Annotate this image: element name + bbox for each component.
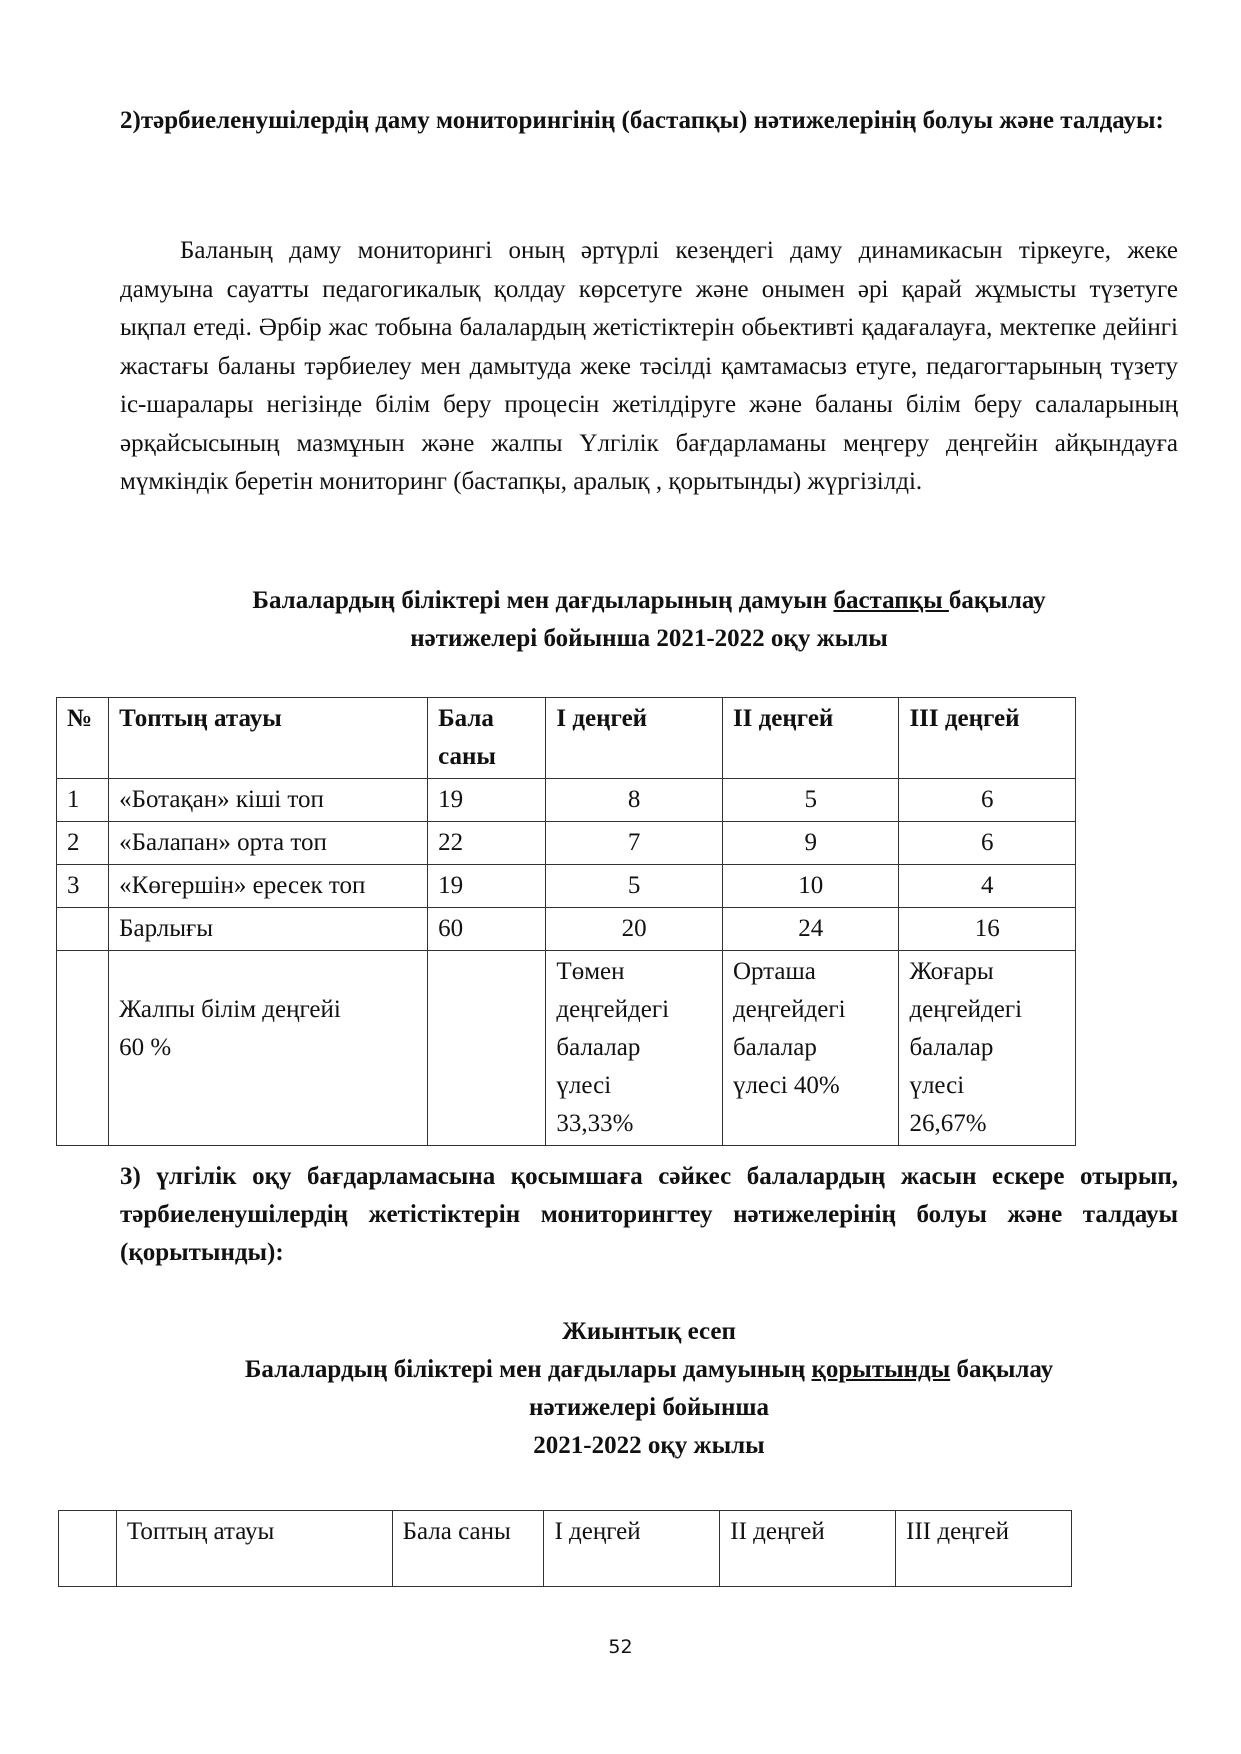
row-level1: 5: [546, 865, 723, 908]
summary-label: [109, 951, 428, 1146]
table2-title-part1: Балалардың біліктері мен дағдылары дамуының: [244, 1356, 812, 1383]
table1-header-count: [428, 698, 546, 779]
total-level3: 16: [899, 908, 1076, 951]
section-3-heading: 3) үлгілік оқу бағдарламасына қосымшаға сәйкес балалардың жасын ескере отырып, тәрбиеленушілердің жетістіктерін мониторингтеу нәтижелерінің болуы және талдауы (қорытынды):: [120, 1163, 1178, 1266]
summary-low: [546, 951, 723, 1146]
summary-mid-line: үлесі 40%: [732, 1072, 840, 1099]
row-count: 22: [428, 822, 546, 865]
summary-label-line2: 60 %: [119, 1034, 172, 1061]
row-group-name: «Ботақан» кіші топ: [109, 779, 428, 822]
summary-low-line: деңгейдегі: [556, 996, 670, 1023]
summary-low-line: үлесі: [556, 1072, 612, 1099]
summary-high-line: 26,67%: [909, 1110, 987, 1137]
summary-low-line: Төмен: [556, 958, 625, 985]
table2-header-no: [59, 1511, 117, 1587]
row-level1: 7: [546, 822, 723, 865]
intro-paragraph: Баланың даму мониторингі оның әртүрлі кезеңдегі даму динамикасын тіркеуге, жеке дамуына сауатты педагогикалық қолдау көрсетуге және онымен әрі қарай жұмысты түзетуге ықпал етеді. Әрбір жас тобына балалардың жетістіктерін обьективті қадағалауға, мектепке дейінгі жастағы баланы тәрбиелеу мен дамытуда жеке тәсілді қамтамасыз етуге, педагогтарының түзету іс-шаралары негізінде білім беру процесін жетілдіруге және баланы білім беру салаларының әрқайсысының мазмұнын және жалпы Үлгілік бағдарламаны меңгеру деңгейін айқындауға мүмкіндік беретін мониторинг (бастапқы, аралық , қорытынды) жүргізілді.: [120, 237, 1178, 495]
page-number: 52: [608, 1636, 633, 1658]
table2-summary-report: [58, 1510, 1072, 1587]
row-level3: 4: [899, 865, 1076, 908]
table2-title-part3: бақылау: [950, 1356, 1054, 1383]
summary-mid-line: балалар: [732, 1034, 817, 1061]
table1-title-underlined: бастапқы: [833, 587, 949, 614]
table2-header-row: [59, 1511, 1072, 1587]
table1-header-name: Топтың атауы: [109, 698, 428, 779]
summary-low-line: балалар: [556, 1034, 641, 1061]
table2-title-line3: нәтижелері бойынша: [529, 1394, 769, 1421]
table1-total-row: [57, 908, 1076, 951]
row-level2: 9: [722, 822, 899, 865]
row-level1: 8: [546, 779, 723, 822]
summary-mid: [722, 951, 899, 1146]
section-2-heading: 2)тәрбиеленушілердің даму мониторингінің (бастапқы) нәтижелерінің болуы және талдауы:: [120, 107, 1164, 134]
table1-title-line1: [120, 582, 1178, 620]
summary-high: [899, 951, 1076, 1146]
table2-header-name: Топтың атауы: [116, 1511, 392, 1587]
row-level3: 6: [899, 779, 1076, 822]
total-level1: 20: [546, 908, 723, 951]
total-label: Барлығы: [109, 908, 428, 951]
table1-header-level2: ІІ деңгей: [722, 698, 899, 779]
table2-header-level2: ІІ деңгей: [720, 1511, 896, 1587]
total-level2: 24: [722, 908, 899, 951]
table-row: [57, 865, 1076, 908]
table1-title: [120, 582, 1178, 658]
row-level2: 10: [722, 865, 899, 908]
summary-high-line: деңгейдегі: [909, 996, 1023, 1023]
table1-summary-row: [57, 951, 1076, 1146]
table1-title-part1: Балалардың біліктері мен дағдыларының дамуын: [252, 587, 834, 614]
table2-title-line2: [120, 1351, 1178, 1389]
table1-header-count-line2: саны: [438, 743, 496, 770]
table1-header-count-line1: Бала: [438, 705, 494, 732]
table2-header-count: Бала саны: [392, 1511, 544, 1587]
table2-title-line1: Жиынтық есеп: [562, 1318, 736, 1345]
summary-low-line: 33,33%: [556, 1110, 634, 1137]
table-row: [57, 822, 1076, 865]
row-group-name: «Көгершін» ересек топ: [109, 865, 428, 908]
total-no: [57, 908, 109, 951]
table2-header-level1: І деңгей: [544, 1511, 720, 1587]
row-level2: 5: [722, 779, 899, 822]
row-count: 19: [428, 865, 546, 908]
table1-title-part3: бақылау: [948, 587, 1046, 614]
table1-header-no: №: [57, 698, 109, 779]
row-no: 3: [57, 865, 109, 908]
summary-high-line: Жоғары: [909, 958, 994, 985]
row-group-name: «Балапан» орта топ: [109, 822, 428, 865]
summary-label-line1: Жалпы білім деңгейі: [119, 996, 341, 1023]
row-count: 19: [428, 779, 546, 822]
table1-monitoring-start: [56, 697, 1076, 1146]
row-no: 1: [57, 779, 109, 822]
table1-title-line2: нәтижелері бойынша 2021-2022 оқу жылы: [410, 625, 888, 652]
summary-count: [428, 951, 546, 1146]
table2-title-underlined: қорытынды: [811, 1356, 951, 1383]
table-row: [57, 779, 1076, 822]
table1-header-row: [57, 698, 1076, 779]
summary-no: [57, 951, 109, 1146]
summary-mid-line: деңгейдегі: [732, 996, 846, 1023]
summary-mid-line: Орташа: [732, 958, 816, 985]
table1-header-level1: І деңгей: [546, 698, 723, 779]
table2-title-line4: 2021-2022 оқу жылы: [533, 1432, 765, 1459]
summary-high-line: балалар: [909, 1034, 994, 1061]
table1-header-level3: ІІІ деңгей: [899, 698, 1076, 779]
total-count: 60: [428, 908, 546, 951]
summary-high-line: үлесі: [909, 1072, 965, 1099]
table2-header-level3: ІІІ деңгей: [896, 1511, 1072, 1587]
table2-title: [120, 1313, 1178, 1465]
row-level3: 6: [899, 822, 1076, 865]
row-no: 2: [57, 822, 109, 865]
